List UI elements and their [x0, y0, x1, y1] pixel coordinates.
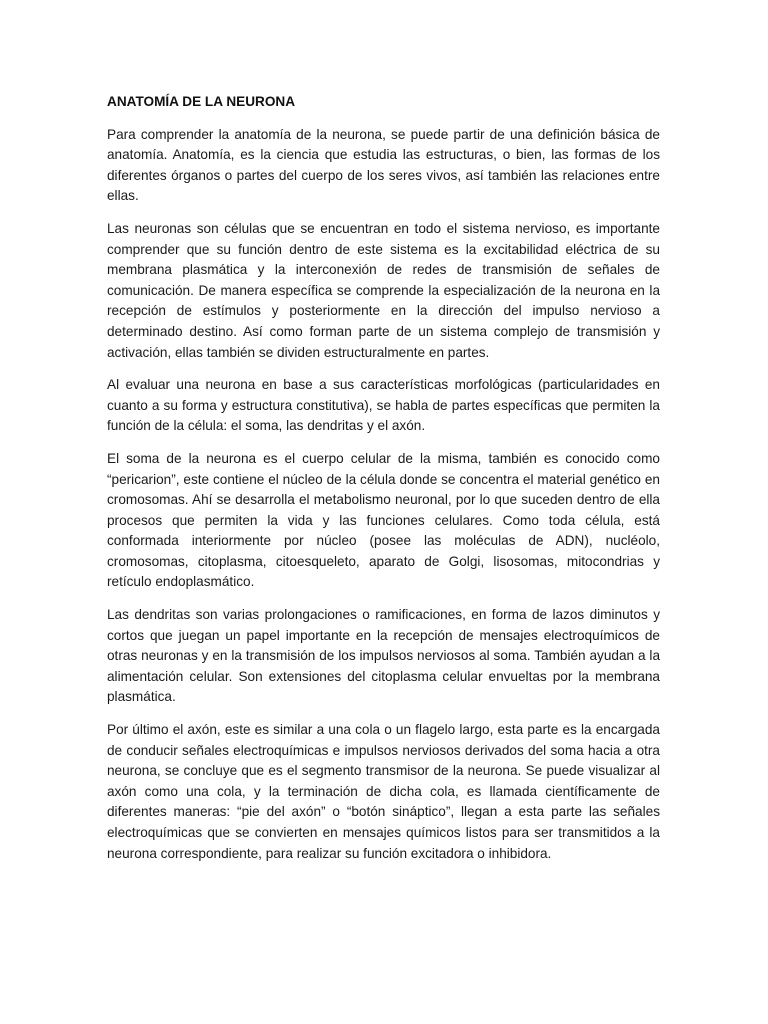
paragraph-dendrites: Las dendritas son varias prolongaciones o ramificaciones, en forma de lazos diminutos y cortos que juegan un papel importante en la recepción de mensajes electroquímicos de otras neuronas y en la transmisión de los impulsos nerviosos al soma. También ayudan a la alimentación celular. Son extensiones del citoplasma celular envueltas por la membrana plasmática.	[107, 607, 660, 705]
document-title: ANATOMÍA DE LA NEURONA	[107, 94, 296, 109]
paragraph-axon: Por último el axón, este es similar a una cola o un flagelo largo, esta parte es la encargada de conducir señales electroquímicas e impulsos nerviosos derivados del soma hacia a otra neurona, se concluye que es el segmento transmisor de la neurona. Se puede visualizar al axón como una cola, y la terminación de dicha cola, es llamada científicamente de diferentes maneras: “pie del axón” o “botón sináptico”, llegan a esta parte las señales electroquímicas que se convierten en mensajes químicos listos para ser transmitidos a la neurona correspondiente, para realizar su función excitadora o inhibidora.	[107, 722, 660, 861]
paragraph-anatomy-definition: Para comprender la anatomía de la neurona, se puede partir de una definición básica de anatomía. Anatomía, es la ciencia que estudia las estructuras, o bien, las formas de los diferentes órganos o partes del cuerpo de los seres vivos, así también las relaciones entre ellas.	[107, 126, 660, 204]
paragraph-morphology: Al evaluar una neurona en base a sus características morfológicas (particularidades en cuanto a su forma y estructura constitutiva), se habla de partes específicas que permiten la función de la célula: el soma, las dendritas y el axón.	[107, 377, 660, 434]
document-body	[107, 92, 660, 876]
paragraph-soma: El soma de la neurona es el cuerpo celular de la misma, también es conocido como “pericarion”, este contiene el núcleo de la célula donde se concentra el material genético en cromosomas. Ahí se desarrolla el metabolismo neuronal, por lo que suceden dentro de ella procesos que permiten la vida y las funciones celulares. Como toda célula, está conformada interiormente por núcleo (posee las moléculas de ADN), nucléolo, cromosomas, citoplasma, citoesqueleto, aparato de Golgi, lisosomas, mitocondrias y retículo endoplasmático.	[107, 450, 660, 590]
paragraph-neurons-overview: Las neuronas son células que se encuentran en todo el sistema nervioso, es importante comprender que su función dentro de este sistema es la excitabilidad eléctrica de su membrana plasmática y la interconexión de redes de transmisión de señales de comunicación. De manera específica se comprende la especialización de la neurona en la recepción de estímulos y posteriormente en la dirección del impulso nervioso a determinado destino. Así como forman parte de un sistema complejo de transmisión y activación, ellas también se dividen estructuralmente en partes.	[107, 220, 660, 360]
